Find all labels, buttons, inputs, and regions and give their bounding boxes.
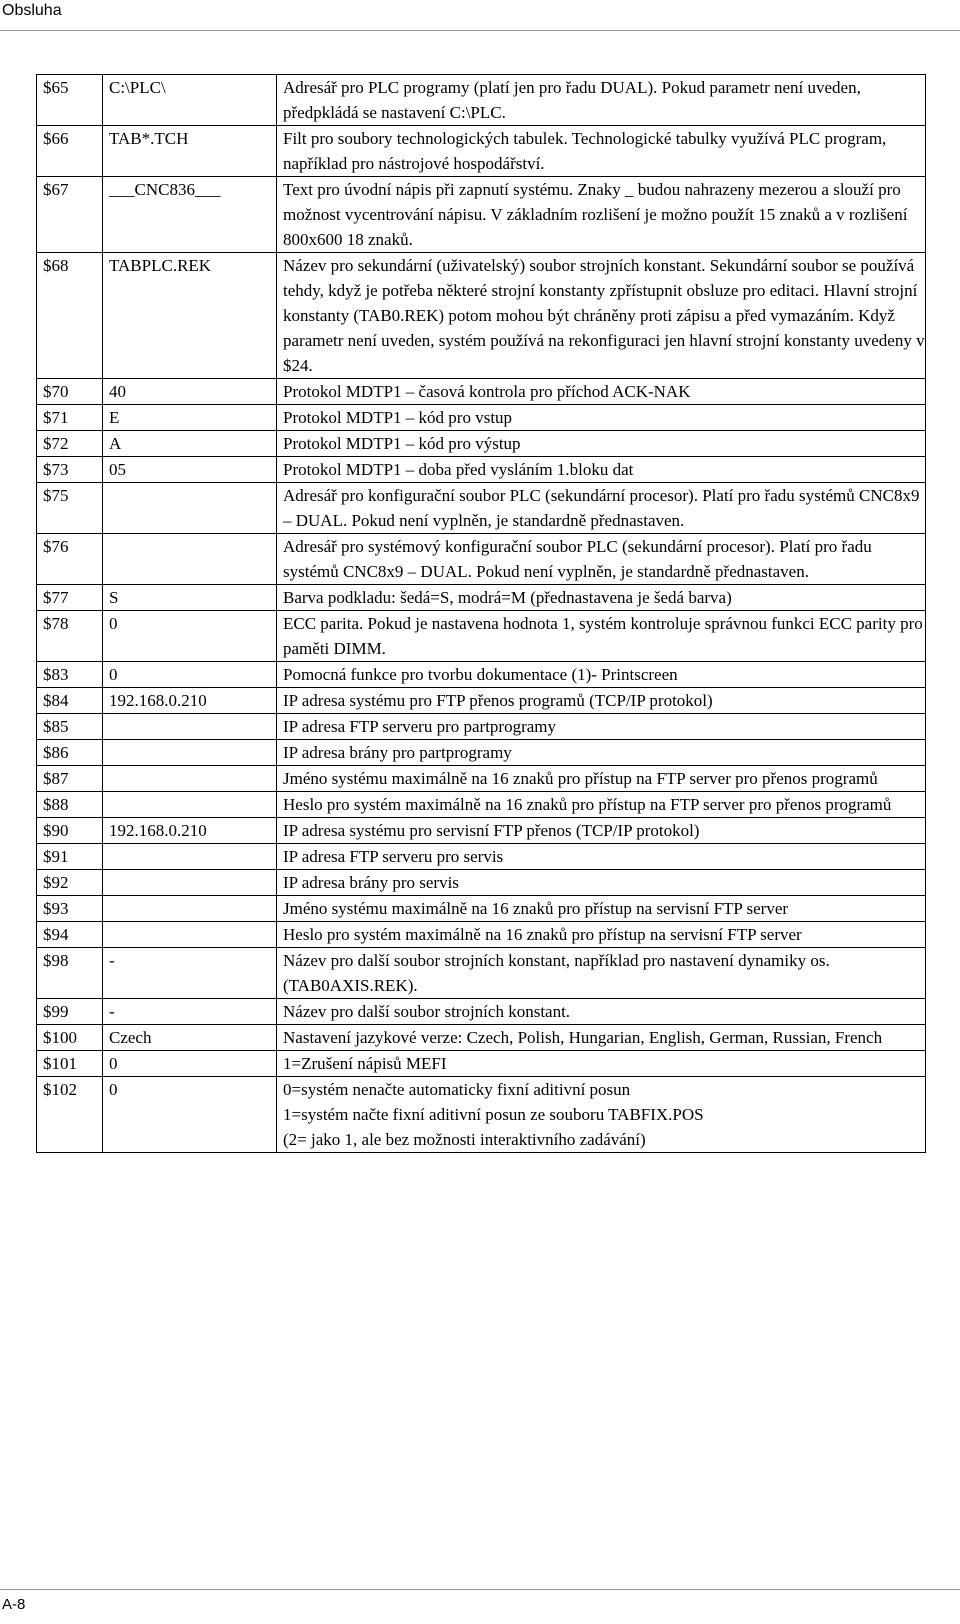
param-code-cell: $91	[37, 844, 103, 870]
param-code-cell: $88	[37, 792, 103, 818]
param-code-cell: $100	[37, 1025, 103, 1051]
param-description-cell: IP adresa FTP serveru pro partprogramy	[277, 714, 926, 740]
param-code-cell: $75	[37, 483, 103, 534]
table-row	[37, 714, 926, 740]
param-description-cell: IP adresa brány pro servis	[277, 870, 926, 896]
param-description-cell: Nastavení jazykové verze: Czech, Polish, Hungarian, English, German, Russian, French	[277, 1025, 926, 1051]
param-code-cell: $72	[37, 431, 103, 457]
param-description-cell: IP adresa systému pro FTP přenos programů (TCP/IP protokol)	[277, 688, 926, 714]
table-row	[37, 662, 926, 688]
table-row	[37, 740, 926, 766]
table-row	[37, 766, 926, 792]
param-description-cell: Jméno systému maximálně na 16 znaků pro přístup na FTP server pro přenos programů	[277, 766, 926, 792]
param-code-cell: $99	[37, 999, 103, 1025]
param-description-cell: Adresář pro systémový konfigurační soubor PLC (sekundární procesor). Platí pro řadu systémů CNC8x9 – DUAL. Pokud není vyplněn, je standardně přednastaven.	[277, 534, 926, 585]
param-value-cell: Czech	[103, 1025, 277, 1051]
param-value-cell: S	[103, 585, 277, 611]
param-value-cell	[103, 792, 277, 818]
param-value-cell	[103, 766, 277, 792]
table-row	[37, 818, 926, 844]
param-description-cell: Název pro další soubor strojních konstant.	[277, 999, 926, 1025]
param-code-cell: $87	[37, 766, 103, 792]
param-description-cell: 0=systém nenačte automaticky fixní aditivní posun 1=systém načte fixní aditivní posun ze souboru TABFIX.POS (2= jako 1, ale bez možnosti interaktivního zadávání)	[277, 1077, 926, 1153]
param-code-cell: $66	[37, 126, 103, 177]
param-description-cell: Název pro další soubor strojních konstant, například pro nastavení dynamiky os. (TAB0AXIS.REK).	[277, 948, 926, 999]
param-description-cell: Protokol MDTP1 – kód pro vstup	[277, 405, 926, 431]
param-value-cell	[103, 714, 277, 740]
param-description-cell: Protokol MDTP1 – doba před vysláním 1.bloku dat	[277, 457, 926, 483]
param-code-cell: $78	[37, 611, 103, 662]
param-value-cell: TAB*.TCH	[103, 126, 277, 177]
param-value-cell: 192.168.0.210	[103, 818, 277, 844]
param-description-cell: Adresář pro konfigurační soubor PLC (sekundární procesor). Platí pro řadu systémů CNC8x9 – DUAL. Pokud není vyplněn, je standardně přednastaven.	[277, 483, 926, 534]
param-description-cell: Heslo pro systém maximálně na 16 znaků pro přístup na FTP server pro přenos programů	[277, 792, 926, 818]
param-code-cell: $84	[37, 688, 103, 714]
param-value-cell	[103, 483, 277, 534]
parameters-table	[36, 74, 926, 1153]
param-code-cell: $85	[37, 714, 103, 740]
table-row	[37, 253, 926, 379]
table-row	[37, 405, 926, 431]
page-header	[0, 0, 960, 31]
param-code-cell: $86	[37, 740, 103, 766]
param-description-cell: IP adresa brány pro partprogramy	[277, 740, 926, 766]
param-code-cell: $102	[37, 1077, 103, 1153]
param-value-cell: 40	[103, 379, 277, 405]
table-row	[37, 922, 926, 948]
table-row	[37, 1025, 926, 1051]
param-description-cell: Filt pro soubory technologických tabulek. Technologické tabulky využívá PLC program, například pro nástrojové hospodářství.	[277, 126, 926, 177]
param-code-cell: $94	[37, 922, 103, 948]
param-value-cell: 0	[103, 1051, 277, 1077]
param-description-cell: ECC parita. Pokud je nastavena hodnota 1, systém kontroluje správnou funkci ECC parity pro paměti DIMM.	[277, 611, 926, 662]
param-code-cell: $98	[37, 948, 103, 999]
table-row	[37, 534, 926, 585]
param-value-cell: ___CNC836___	[103, 177, 277, 253]
param-value-cell	[103, 534, 277, 585]
table-row	[37, 870, 926, 896]
param-code-cell: $70	[37, 379, 103, 405]
table-row	[37, 177, 926, 253]
param-code-cell: $73	[37, 457, 103, 483]
param-code-cell: $101	[37, 1051, 103, 1077]
table-row	[37, 457, 926, 483]
table-row	[37, 126, 926, 177]
param-value-cell	[103, 870, 277, 896]
param-value-cell: 0	[103, 611, 277, 662]
table-row	[37, 585, 926, 611]
param-value-cell: 192.168.0.210	[103, 688, 277, 714]
param-description-cell: 1=Zrušení nápisů MEFI	[277, 1051, 926, 1077]
table-row	[37, 431, 926, 457]
param-value-cell: -	[103, 948, 277, 999]
param-value-cell: E	[103, 405, 277, 431]
param-description-cell: IP adresa systému pro servisní FTP přenos (TCP/IP protokol)	[277, 818, 926, 844]
param-description-cell: IP adresa FTP serveru pro servis	[277, 844, 926, 870]
table-row	[37, 379, 926, 405]
page-number: A-8	[2, 1596, 26, 1613]
param-code-cell: $76	[37, 534, 103, 585]
parameters-table-body	[37, 75, 926, 1153]
param-value-cell: -	[103, 999, 277, 1025]
param-description-cell: Protokol MDTP1 – časová kontrola pro příchod ACK-NAK	[277, 379, 926, 405]
param-description-cell: Adresář pro PLC programy (platí jen pro řadu DUAL). Pokud parametr není uveden, předpkládá se nastavení C:\PLC.	[277, 75, 926, 126]
param-description-cell: Protokol MDTP1 – kód pro výstup	[277, 431, 926, 457]
table-row	[37, 1077, 926, 1153]
param-code-cell: $68	[37, 253, 103, 379]
param-value-cell: C:\PLC\	[103, 75, 277, 126]
param-value-cell	[103, 740, 277, 766]
param-description-cell: Název pro sekundární (uživatelský) soubor strojních konstant. Sekundární soubor se používá tehdy, když je potřeba některé strojní konstanty zpřístupnit obsluze pro editaci. Hlavní strojní konstanty (TAB0.REK) potom mohou být chráněny proti zápisu a před vymazáním. Když parametr není uveden, systém používá na rekonfiguraci jen hlavní strojní konstanty uvedeny v $24.	[277, 253, 926, 379]
table-row	[37, 688, 926, 714]
table-row	[37, 896, 926, 922]
param-description-cell: Jméno systému maximálně na 16 znaků pro přístup na servisní FTP server	[277, 896, 926, 922]
param-value-cell	[103, 844, 277, 870]
param-value-cell: TABPLC.REK	[103, 253, 277, 379]
param-code-cell: $67	[37, 177, 103, 253]
param-value-cell	[103, 922, 277, 948]
table-row	[37, 792, 926, 818]
param-value-cell: A	[103, 431, 277, 457]
param-code-cell: $93	[37, 896, 103, 922]
table-row	[37, 948, 926, 999]
table-row	[37, 1051, 926, 1077]
param-description-cell: Text pro úvodní nápis při zapnutí systému. Znaky _ budou nahrazeny mezerou a slouží pro možnost vycentrování nápisu. V základním rozlišení je možno použít 15 znaků a v rozlišení 800x600 18 znaků.	[277, 177, 926, 253]
table-row	[37, 75, 926, 126]
param-code-cell: $77	[37, 585, 103, 611]
table-row	[37, 844, 926, 870]
param-value-cell: 05	[103, 457, 277, 483]
param-value-cell: 0	[103, 662, 277, 688]
table-row	[37, 999, 926, 1025]
param-code-cell: $92	[37, 870, 103, 896]
table-row	[37, 483, 926, 534]
param-code-cell: $83	[37, 662, 103, 688]
param-value-cell	[103, 896, 277, 922]
param-description-cell: Heslo pro systém maximálně na 16 znaků pro přístup na servisní FTP server	[277, 922, 926, 948]
table-row	[37, 611, 926, 662]
param-description-cell: Pomocná funkce pro tvorbu dokumentace (1)- Printscreen	[277, 662, 926, 688]
param-code-cell: $65	[37, 75, 103, 126]
param-value-cell: 0	[103, 1077, 277, 1153]
param-description-cell: Barva podkladu: šedá=S, modrá=M (přednastavena je šedá barva)	[277, 585, 926, 611]
page-footer	[0, 1589, 960, 1624]
param-code-cell: $90	[37, 818, 103, 844]
page-header-title: Obsluha	[2, 2, 62, 19]
param-code-cell: $71	[37, 405, 103, 431]
